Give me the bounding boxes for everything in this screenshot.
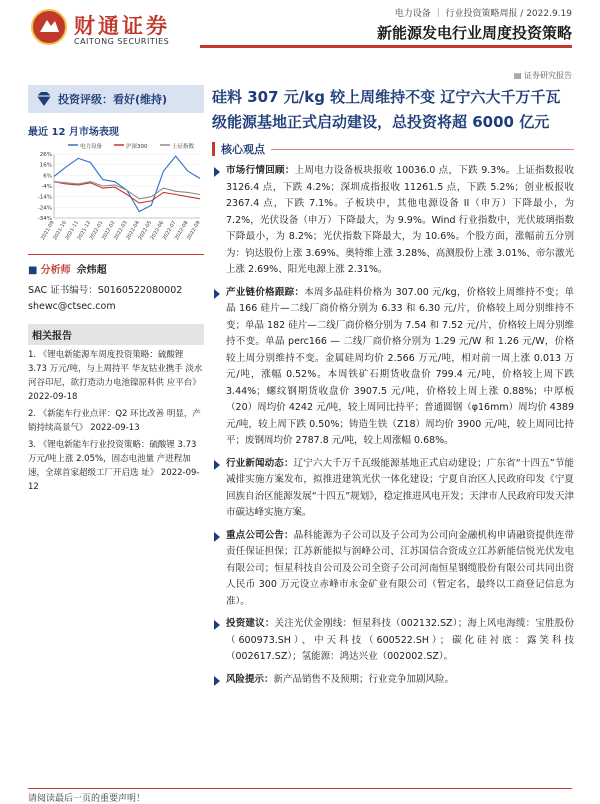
core-view-marker — [212, 142, 215, 156]
report-headline: 硅料 307 元/kg 较上周维持不变 辽宁六大千万千瓦级能源基地正式启动建设，总投资将超 6000 亿元 — [212, 88, 561, 131]
analyst-email[interactable]: shewc@ctsec.com — [28, 301, 116, 312]
core-view-header — [212, 141, 574, 157]
legend-label: 电力设备 — [80, 144, 103, 150]
y-tick-label: -34% — [37, 216, 52, 222]
logo-emblem-icon — [30, 8, 68, 46]
y-tick-label: -4% — [41, 184, 52, 190]
section-title: 重点公司公告： — [226, 529, 294, 541]
section-risk-warning — [212, 672, 574, 689]
footer-disclaimer: 请阅读最后一页的重要声明！ — [28, 794, 146, 804]
triangle-bullet-icon — [214, 620, 220, 630]
section-price-tracking — [212, 285, 574, 450]
section-market-review — [212, 163, 574, 279]
rating-box — [28, 85, 204, 113]
section-investment-advice — [212, 616, 574, 666]
x-tick-label: 2021-10 — [52, 220, 68, 242]
breadcrumb: 电力设备 ｜ 行业投资策略周报 / 2022.9.19 — [394, 9, 572, 19]
market-chart-title: 最近 12 月市场表现 — [28, 127, 119, 138]
related-report-item[interactable]: 1. 《锂电新能源车周度投资策略：硫酸锂 3.73 万元/吨，与上周持平 华友钴业携手 淡水河谷印尼，欲打造动力电池镍原料供 应平台》 2022-09-18 — [28, 350, 203, 402]
x-tick-label: 2021-11 — [64, 220, 81, 242]
triangle-bullet-icon — [214, 676, 220, 686]
core-view-divider — [271, 149, 574, 150]
x-tick-label: 2021-09 — [40, 220, 56, 242]
analyst-label: 分析师 — [40, 265, 71, 276]
market-performance-svg — [28, 140, 204, 250]
section-body: 新产品销售不及预期；行业竞争加剧风险。 — [273, 673, 455, 685]
page-title: 新能源发电行业周度投资策略 — [376, 24, 572, 42]
section-body: 关注光伏金刚线：恒星科技（002132.SZ）；海上风电海缆：宝胜股份（600973.SH）、中天科技（600522.SH）；碳化硅衬底：露笑科技（002617.SZ）；氢能源：鸿达兴业（002002.SZ）。 — [226, 618, 574, 662]
person-icon: ■ — [28, 265, 41, 276]
x-tick-label: 2022-03 — [113, 220, 129, 242]
series-line — [54, 182, 200, 203]
analyst-name: 佘炜超 — [76, 265, 107, 276]
x-tick-label: 2021-12 — [76, 220, 93, 242]
section-title: 市场行情回顾： — [226, 165, 295, 176]
sac-certificate: SAC 证书编号：S0160522080002 — [28, 285, 183, 296]
x-tick-label: 2022-02 — [100, 220, 117, 242]
logo-english-name: CAITONG SECURITIES — [74, 37, 170, 46]
diamond-icon — [34, 89, 54, 109]
x-tick-label: 2022-07 — [161, 220, 178, 242]
section-industry-news — [212, 456, 574, 522]
x-tick-label: 2022-01 — [88, 220, 105, 242]
x-tick-label: 2022-09 — [186, 220, 202, 242]
footer-divider — [28, 788, 572, 789]
y-tick-label: 26% — [39, 152, 52, 158]
x-tick-label: 2022-06 — [149, 220, 166, 242]
section-company-announcements — [212, 528, 574, 611]
main-content — [212, 85, 574, 688]
y-tick-label: -14% — [37, 194, 52, 201]
report-header — [0, 0, 600, 70]
section-body: 晶科能源为子公司以及子公司为公司向金融机构申请融资提供连带责任保证担保；江苏新能拟与润峰公司、江苏国信合资成立江苏新能信悦光伏发电有限公司；恒星科技自公司及公司全资子公司河南恒星钢缆股份有限公司共同出资人民币 300 万元设立赤峰市永金矿业有限公司（暂定名，最终以工商登记信息为准）。 — [226, 529, 574, 607]
y-tick-label: 6% — [43, 173, 52, 180]
report-type-note: ▤ 证券研究报告 — [513, 71, 572, 80]
triangle-bullet-icon — [214, 460, 220, 470]
analyst-header — [28, 254, 204, 276]
logo-chinese-name: 财通证券 — [74, 14, 170, 38]
legend-label: 沪深300 — [126, 144, 148, 150]
section-title: 产业链价格跟踪： — [226, 286, 305, 298]
x-tick-label: 2022-05 — [137, 220, 154, 242]
document-icon: ▤ — [513, 71, 524, 80]
related-reports — [28, 324, 204, 494]
sidebar — [28, 85, 204, 785]
section-body: 辽宁六大千万千瓦级能源基地正式启动建设；广东省“十四五”节能减排实施方案发布，拟推进建筑光伏一体化建设；宁夏自治区人民政府印发《宁夏回族自治区能源发展“十四五”规划》，稳定推进风电开发；天津市人民政府印发天津市碳达峰实施方案。 — [226, 457, 574, 518]
x-tick-label: 2022-08 — [173, 220, 190, 242]
triangle-bullet-icon — [214, 532, 220, 542]
header-divider — [200, 45, 572, 48]
y-tick-label: 16% — [39, 162, 52, 169]
x-tick-label: 2022-04 — [125, 220, 141, 242]
triangle-bullet-icon — [214, 289, 220, 299]
section-title: 行业新闻动态： — [226, 457, 294, 469]
market-performance-chart — [28, 140, 204, 250]
related-report-item[interactable]: 2. 《新能车行业点评：Q2 环比改善 明显，产销持续高景气》 2022-09-13 — [28, 409, 201, 433]
section-body: 上周电力设备板块报收 10036.0 点，下跌 9.3%。上证指数报收 3126.4 点，下跌 4.2%；深圳成指报收 11261.5 点，下跌 5.2%；创业板报收 2367.4 点，下跌 7.1%。子板块中，其他电源设备 II（申万）下降最小，为 7.2%，光伏设备（申万）下降最大，为 9.9%。Wind 行业指数中，光伏玻璃指数下降最小，为 8.2%；光伏指数下降最大，为 10.6%。个股方面，涨幅前五分别为：钧达股份上涨 3.69%、奥特维上涨 3.28%、高测股份上涨 3.01%、帝尔激光上涨 2.69%、阳光电源上涨 2.31%。 — [226, 165, 574, 275]
section-body: 本周多晶硅料价格为 307.00 元/kg，价格较上周维持不变；单晶 166 硅片—二线厂商价格分别为 6.33 和 6.30 元/片，价格较上周分别维持不变；单晶 182 硅片—二线厂商价格分别为 7.54 和 7.52 元/片，价格较上周分别维持不变。单晶 perc166 — 二线厂商价格分别为 1.29 元/W 和 1.26 元/W，价格较上周分别维持不变。金属硅周均价 2.566 万元/吨，相对前一周上涨 0.013 万元/吨，涨幅 0.52%。本周铁矿石期货收盘价 799.4 元/吨，价格较上周下跌 3.44%；螺纹钢期货收盘价 3907.5 元/吨，价格较上周上涨 0.88%；中厚板（20）周均价 4242 元/吨，较上周同比持平；普通圆钢（φ16mm）周均价 4389 元/吨，较上周下跌 0.50%；铸造生铁（Z18）周均价 3900 元/吨，较上周同比持平；废钢周均价 2787.8 元/吨，较上周涨幅 0.68%。 — [226, 286, 574, 446]
company-logo — [30, 8, 180, 50]
core-view-label: 核心观点 — [221, 143, 265, 156]
investment-rating: 投资评级：看好(维持) — [58, 93, 168, 106]
y-tick-label: -24% — [37, 205, 52, 212]
legend-label: 上证指数 — [172, 144, 195, 150]
related-reports-title: 相关报告 — [28, 324, 204, 345]
related-report-item[interactable]: 3. 《锂电新能车行业投资策略：硫酸锂 3.73 万元/吨上涨 2.05%，固态电池量 产进程加速，全球首家超级工厂开启选 址》 2022-09-12 — [28, 440, 200, 492]
section-title: 投资建议： — [226, 618, 275, 629]
section-title: 风险提示： — [226, 673, 274, 685]
triangle-bullet-icon — [214, 167, 220, 177]
